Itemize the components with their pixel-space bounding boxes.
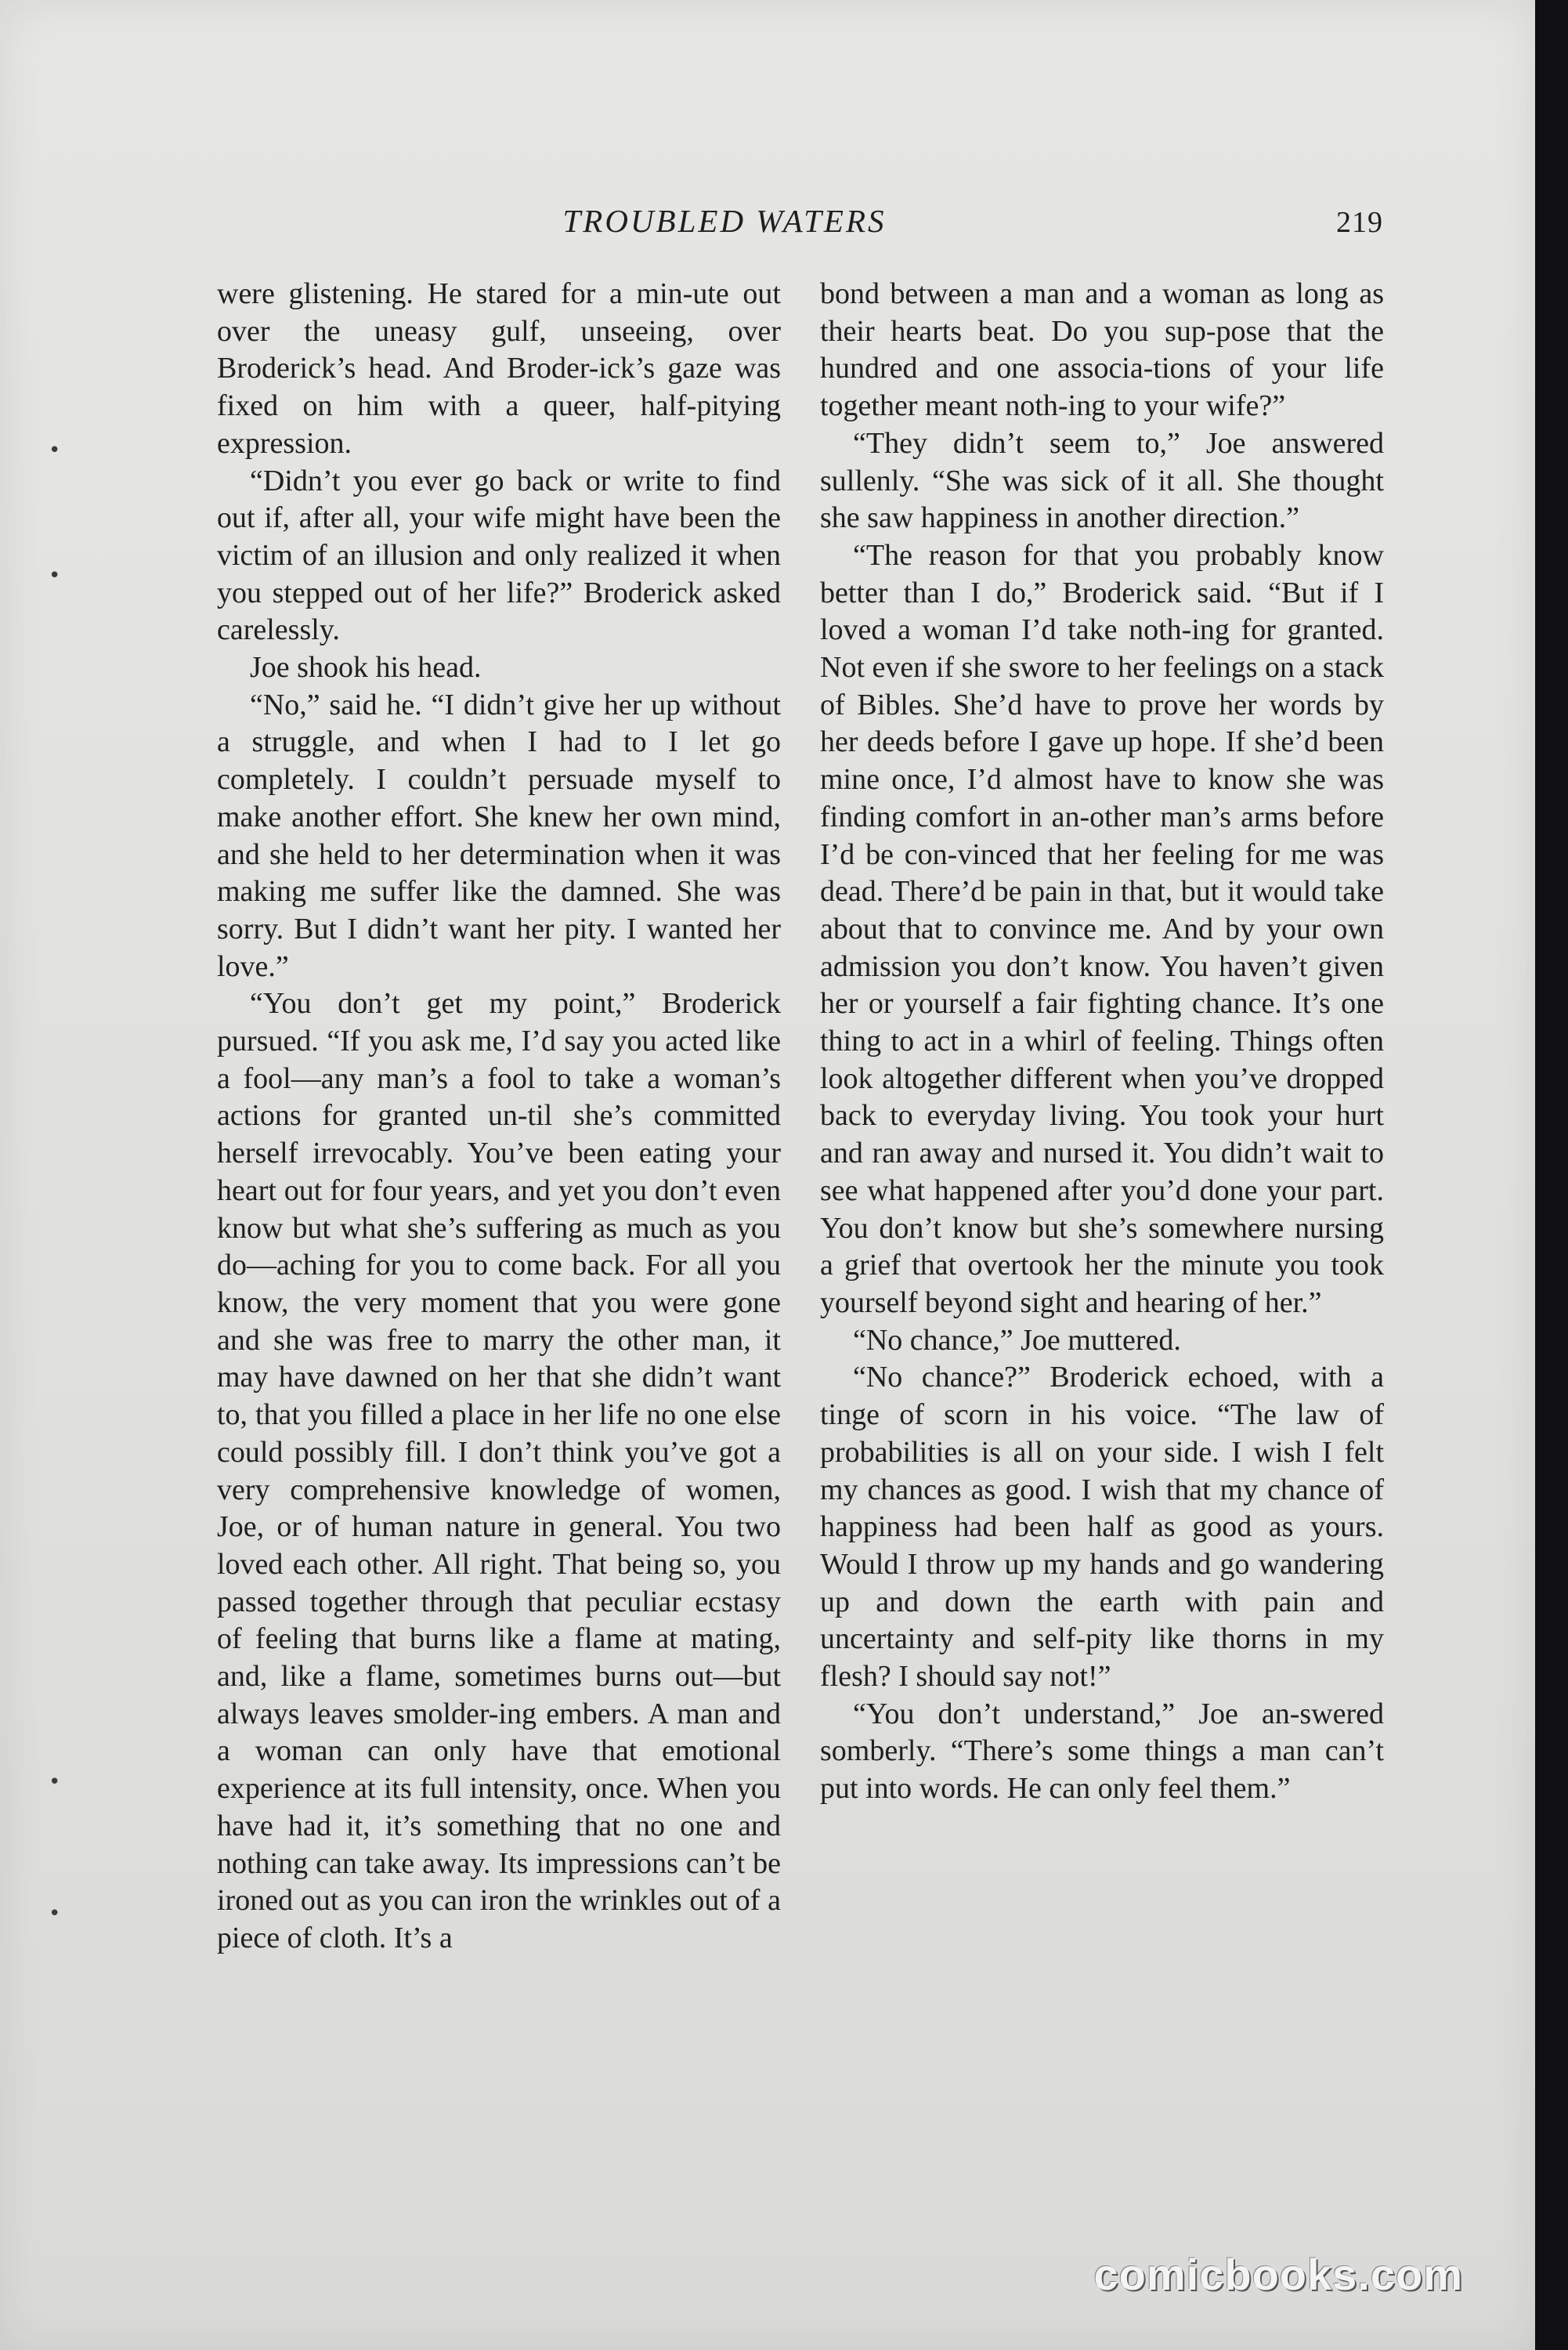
binding-mark: •	[49, 1902, 61, 1925]
paragraph: “Didn’t you ever go back or write to find out if, after all, your wife might have been the victim of an illusion and only realized it when you stepped out of her life?” Broderick asked carelessly.	[217, 464, 781, 647]
paragraph: “You don’t understand,” Joe an-swered somberly. “There’s some things a man can’t put into words. He can only feel them.”	[820, 1697, 1384, 1806]
page-edge	[1535, 0, 1568, 2350]
paragraph: “The reason for that you probably know better than I do,” Broderick said. “But if I loved a woman I’d take noth-ing for granted. Not even if she swore to her feelings on a stack of Bibles. She’d have to prove her words by her deeds before I gave up hope. If she’d been mine once, I’d almost have to know she was finding comfort in an-other man’s arms before I’d be con-vinced that her feeling for me was dead. There’d be pain in that, but it would take about that to convince me. And by your own admission you don’t know. You haven’t given her or yourself a fair fighting chance. It’s one thing to act in a whirl of feeling. Things often look altogether different when you’ve dropped back to everyday living. You took your hurt and ran away and nursed it. You didn’t wait to see what happened after you’d done your part. You don’t know but she’s somewhere nursing a grief that overtook her the minute you took yourself beyond sight and hearing of her.”	[820, 538, 1384, 1319]
paragraph: “No chance?” Broderick echoed, with a tinge of scorn in his voice. “The law of probabilities is all on your side. I wish I felt my chances as good. I wish that my chance of happiness had been half as good as yours. Would I throw up my hands and go wandering up and down the earth with pain and uncertainty and self-pity like thorns in my flesh? I should say not!”	[820, 1361, 1384, 1694]
paragraph: “No,” said he. “I didn’t give her up without a struggle, and when I had to I let go completely. I couldn’t persuade myself to make another effort. She knew her own mind, and she held to her determination when it was making me suffer like the damned. She was sorry. But I didn’t want her pity. I wanted her love.”	[217, 688, 781, 983]
running-title: TROUBLED WATERS	[562, 203, 887, 239]
binding-mark: •	[49, 1770, 61, 1794]
binding-mark: •	[49, 564, 61, 588]
page-number: 219	[1336, 206, 1383, 239]
paragraph: “They didn’t seem to,” Joe answered sullenly. “She was sick of it all. She thought she saw happiness in another direction.”	[820, 426, 1384, 535]
paragraph: “You don’t get my point,” Broderick pursued. “If you ask me, I’d say you acted like a fool—any man’s a fool to take a woman’s actions for granted un-til she’s committed herself irrevocably. You’ve been eating your heart out for four years, and yet you don’t even know but what she’s suffering as much as you do—aching for you to come back. For all you know, the very moment that you were gone and she was free to marry the other man, it may have dawned on her that she didn’t want to, that you filled a place in her life no one else could possibly fill. I don’t think you’ve got a very comprehensive knowledge of women, Joe, or of human nature in general. You two loved each other. All right. That being so, you passed together through that peculiar ecstasy of feeling that burns like a flame at mating, and, like a flame, sometimes burns out—but always leaves smolder-ing embers. A man and a woman can only have that emotional experience at its full intensity, once. When you have had it, it’s something that no one and nothing can take away. Its impressions can’t be ironed out as you can iron the wrinkles out of a piece of cloth. It’s a	[217, 987, 781, 1954]
paragraph: were glistening. He stared for a min-ute out over the uneasy gulf, unseeing, over Broderick’s head. And Broder-ick’s gaze was fixed on him with a queer, half-pitying expression.	[217, 277, 781, 460]
right-text-column	[820, 276, 1384, 1808]
left-text-column	[217, 276, 781, 1958]
binding-mark: •	[49, 439, 61, 462]
paragraph: bond between a man and a woman as long as their hearts beat. Do you sup-pose that the hundred and one associa-tions of your life together meant noth-ing to your wife?”	[820, 277, 1384, 423]
site-watermark: comicbooks.com	[1093, 2250, 1463, 2299]
paragraph: “No chance,” Joe muttered.	[853, 1323, 1181, 1357]
page-header	[0, 202, 1535, 249]
paragraph: Joe shook his head.	[250, 651, 482, 685]
